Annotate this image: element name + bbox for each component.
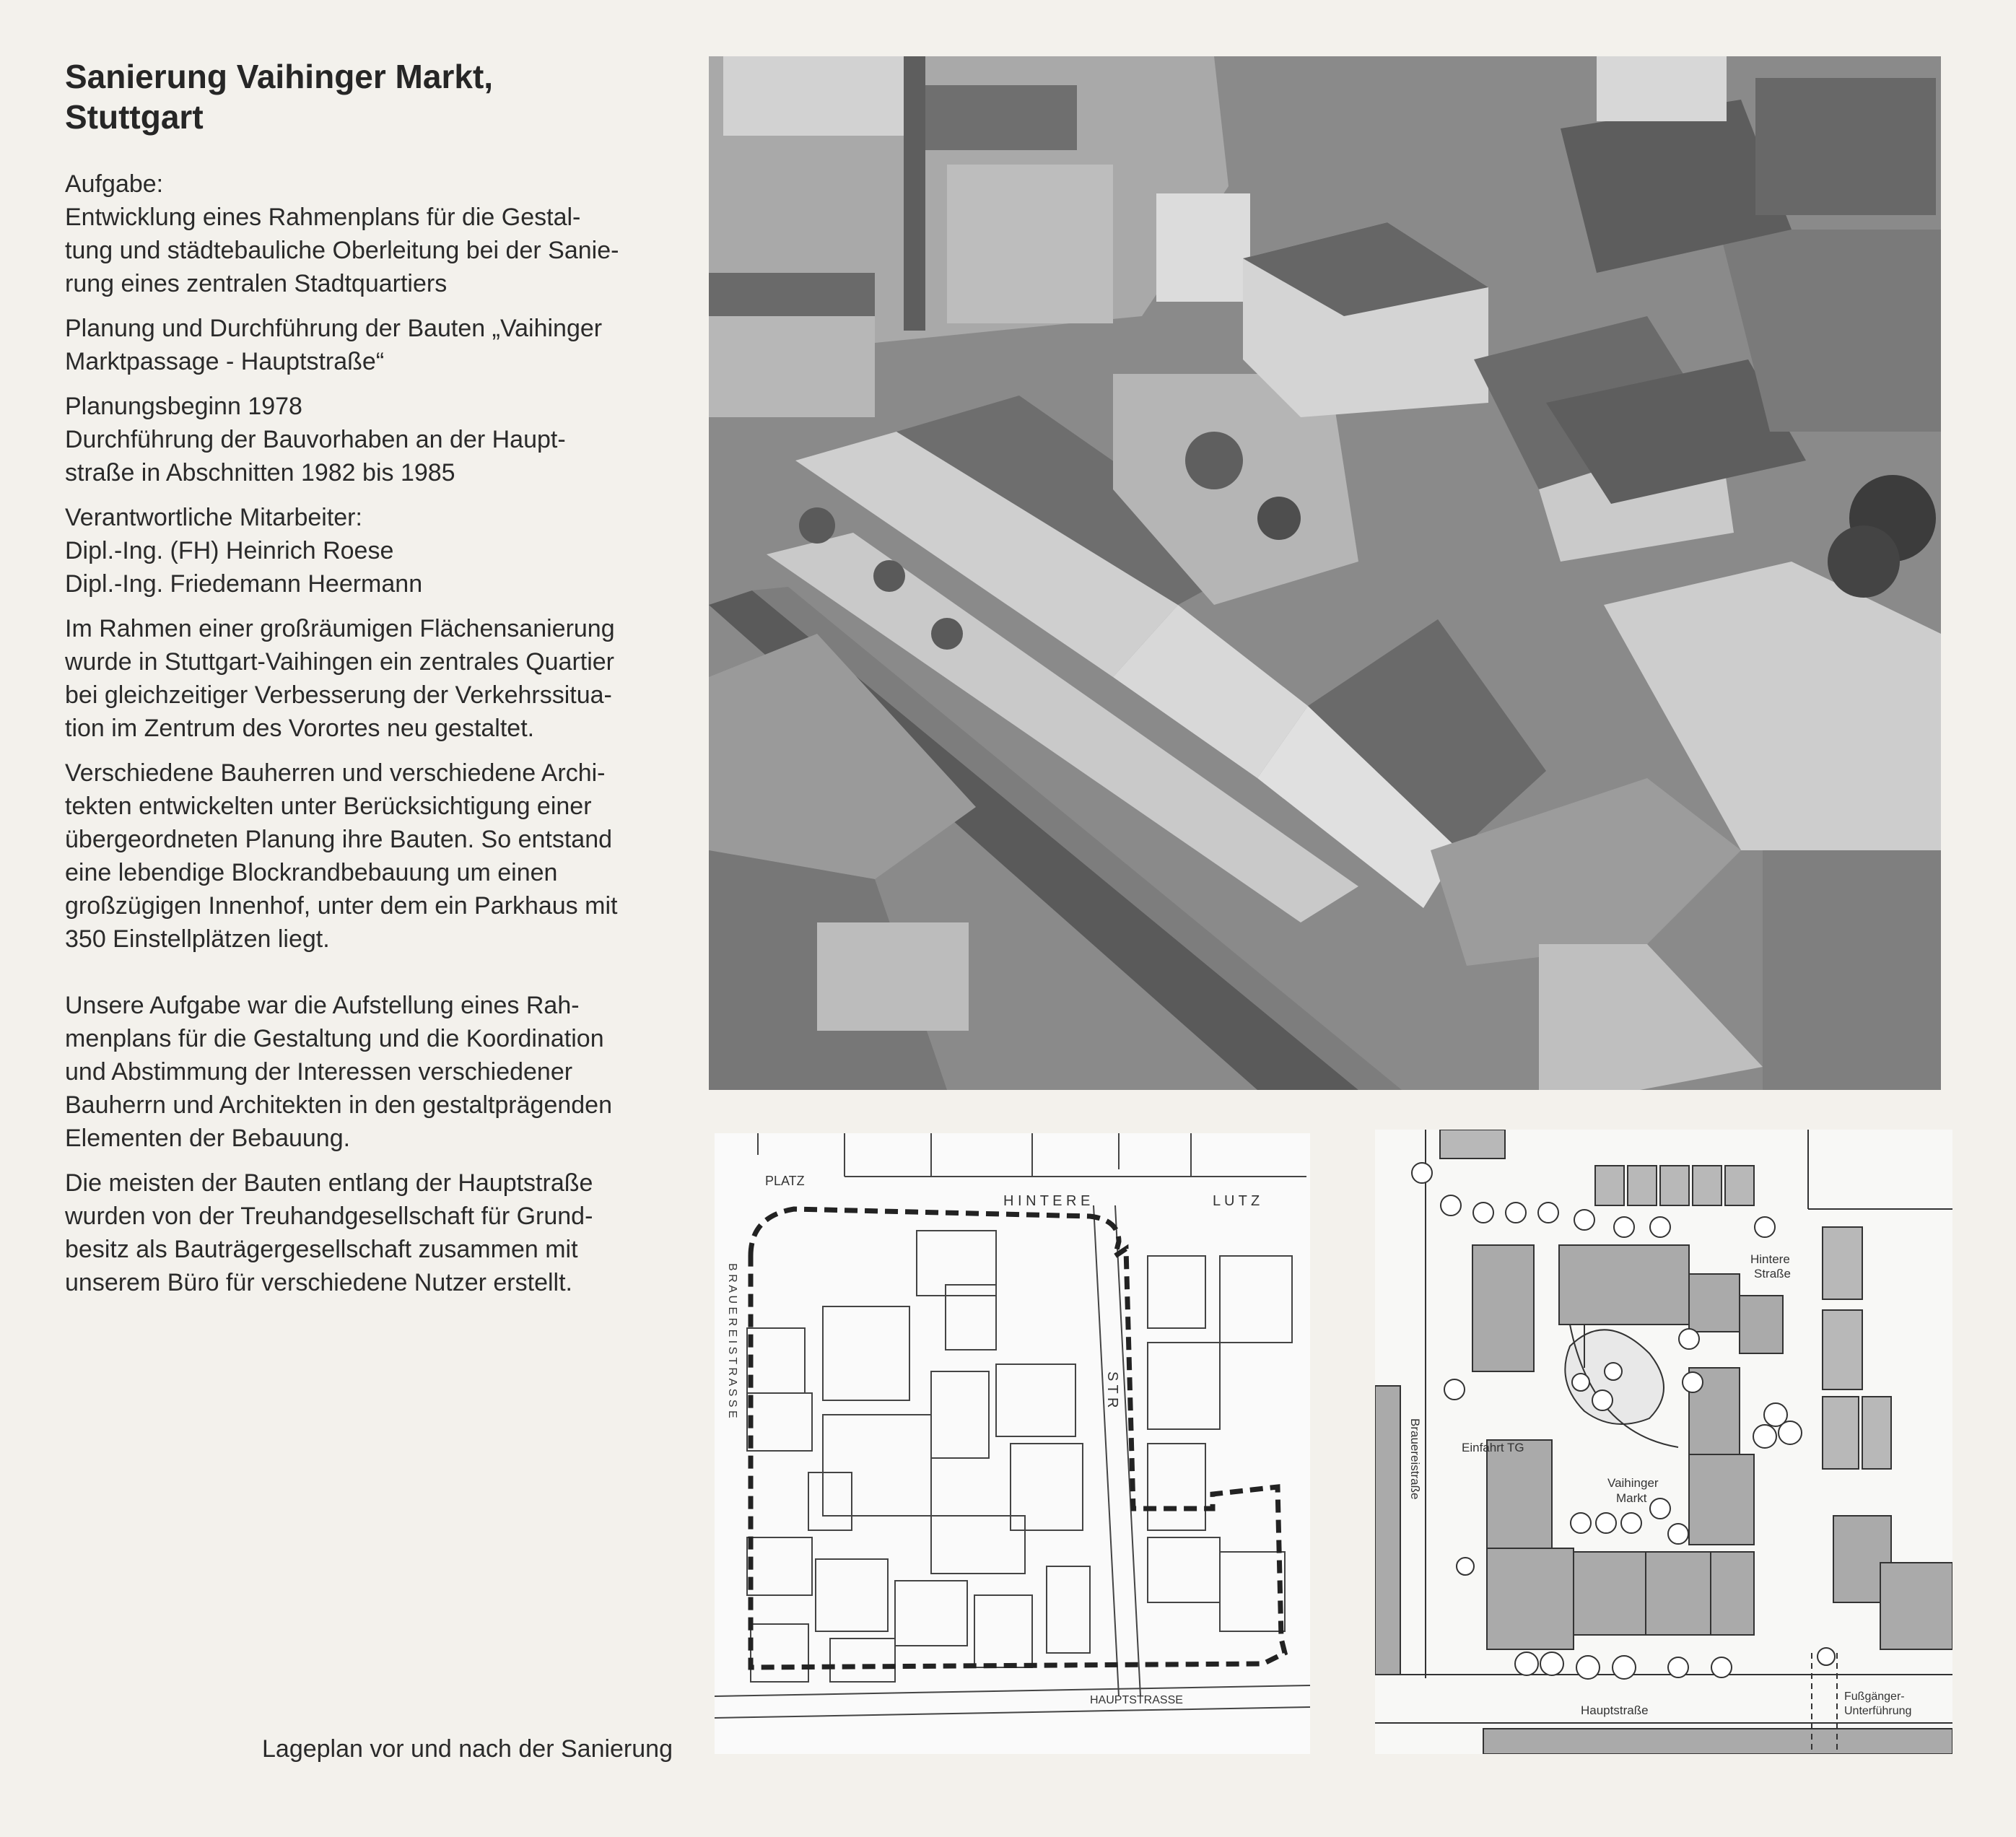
text-line: eine lebendige Blockrandbebauung um einen [65, 859, 558, 886]
text-line: tion im Zentrum des Vorortes neu gestaltet. [65, 715, 535, 742]
site-plan-after [1375, 1130, 1952, 1754]
text-line: bei gleichzeitiger Verbesserung der Verkehrssitua- [65, 681, 612, 709]
text-line: tung und städtebauliche Oberleitung bei der Sanie- [65, 237, 619, 264]
text-line: Bauherrn und Architekten in den gestaltprägenden [65, 1091, 612, 1119]
text-line: Elementen der Bebauung. [65, 1125, 351, 1152]
site-plan-after-drawing [1375, 1130, 1952, 1754]
text-line: übergeordneten Planung ihre Bauten. So entstand [65, 826, 613, 853]
body-paragraph [65, 612, 671, 745]
text-line: menplans für die Gestaltung und die Koordination [65, 1025, 604, 1052]
text-line: wurde in Stuttgart-Vaihingen ein zentrales Quartier [65, 648, 614, 676]
text-line: Unsere Aufgabe war die Aufstellung eines Rah- [65, 992, 580, 1019]
text-line: Dipl.-Ing. Friedemann Heermann [65, 570, 423, 598]
plan-label-brauereistrasse: Brauereistraße [1408, 1418, 1422, 1500]
body-paragraph [65, 989, 671, 1155]
aerial-photo-drawing [709, 56, 1941, 1090]
aerial-photo [709, 56, 1941, 1090]
body-paragraph [65, 756, 671, 956]
dates-paragraph [65, 390, 671, 489]
plan-label-hintere: Hintere [1750, 1252, 1790, 1266]
plan-label-hintere: H I N T E R E [1003, 1193, 1091, 1209]
staff-paragraph [65, 501, 671, 601]
text-line: großzügigen Innenhof, unter dem ein Parkhaus mit [65, 892, 618, 920]
text-line: und Abstimmung der Interessen verschiedener [65, 1058, 573, 1086]
text-line: Aufgabe: [65, 170, 164, 198]
plan-label-str: S T R [1104, 1371, 1120, 1408]
plan-label-brauereistrasse: B R A U E R E I S T R A S S E [726, 1263, 738, 1418]
text-line: Entwicklung eines Rahmenplans für die Gestal- [65, 204, 581, 231]
text-line: Im Rahmen einer großräumigen Flächensanierung [65, 615, 615, 642]
text-line: Planungsbeginn 1978 [65, 393, 302, 420]
body-paragraph [65, 1166, 671, 1299]
text-column [65, 56, 671, 1311]
figure-caption: Lageplan vor und nach der Sanierung [262, 1735, 673, 1763]
plan-label-lutz: L U T Z [1213, 1193, 1260, 1209]
plan-label-vaihinger: Vaihinger [1607, 1476, 1659, 1490]
text-line: tekten entwickelten unter Berücksichtigung einer [65, 793, 592, 820]
text-line: Die meisten der Bauten entlang der Hauptstraße [65, 1169, 593, 1197]
text-line: straße in Abschnitten 1982 bis 1985 [65, 459, 455, 486]
text-line: Verantwortliche Mitarbeiter: [65, 504, 362, 531]
text-line: Dipl.-Ing. (FH) Heinrich Roese [65, 537, 394, 564]
text-line: unserem Büro für verschiedene Nutzer erstellt. [65, 1269, 572, 1296]
text-line: rung eines zentralen Stadtquartiers [65, 270, 448, 297]
plan-label-platz: PLATZ [765, 1174, 805, 1188]
text-line: Marktpassage - Hauptstraße“ [65, 348, 385, 375]
title-line: Stuttgart [65, 98, 204, 136]
plan-label-hauptstrasse: HAUPTSTRASSE [1090, 1694, 1183, 1706]
plan-label-fussgaenger: Fußgänger- [1844, 1690, 1905, 1703]
plan-label-strasse: Straße [1754, 1267, 1792, 1280]
text-line: Verschiedene Bauherren und verschiedene Archi- [65, 759, 606, 787]
text-line: Planung und Durchführung der Bauten „Vaihinger [65, 315, 603, 342]
site-plan-before [715, 1133, 1310, 1754]
text-line: Durchführung der Bauvorhaben an der Haupt- [65, 426, 566, 453]
plan-label-einfahrt-tg: Einfahrt TG [1462, 1441, 1524, 1454]
task-paragraph [65, 167, 671, 300]
site-plan-before-drawing [715, 1133, 1310, 1754]
text-line: besitz als Bauträgergesellschaft zusammen mit [65, 1236, 578, 1263]
plan-label-unterfuehrung: Unterführung [1844, 1705, 1912, 1717]
page-title [65, 56, 671, 137]
planning-paragraph [65, 312, 671, 378]
text-line: wurden von der Treuhandgesellschaft für Grund- [65, 1203, 593, 1230]
plan-label-hauptstrasse: Hauptstraße [1581, 1703, 1649, 1717]
title-line: Sanierung Vaihinger Markt, [65, 58, 494, 95]
text-line: 350 Einstellplätzen liegt. [65, 925, 330, 953]
plan-label-markt: Markt [1616, 1491, 1647, 1505]
